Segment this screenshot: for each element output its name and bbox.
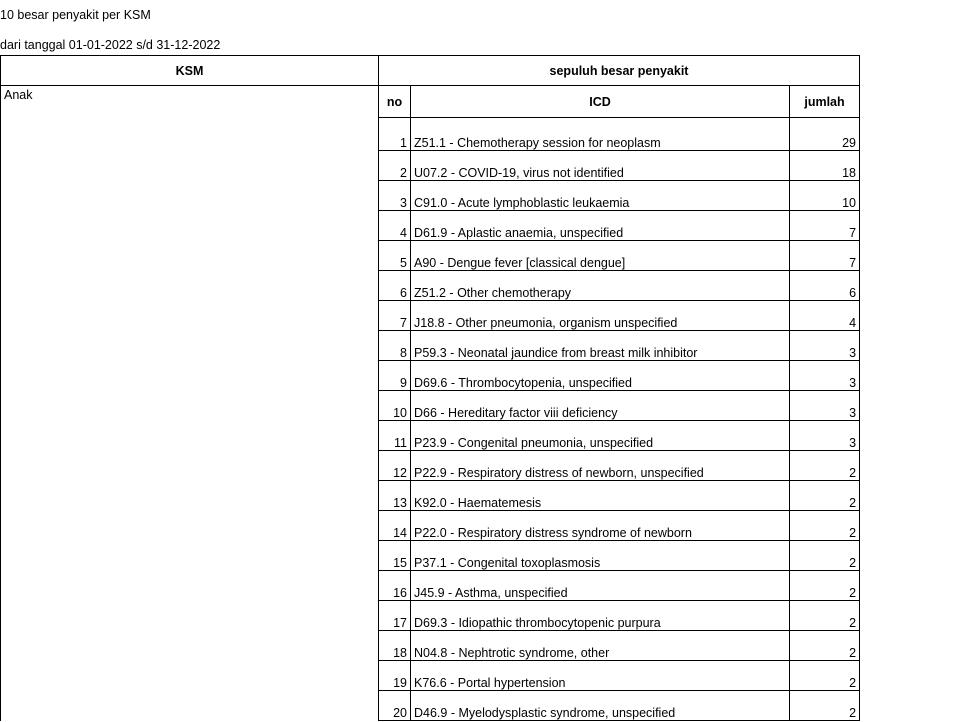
disease-group-header: sepuluh besar penyakit (379, 56, 860, 86)
icd-diagnosis: N04.8 - Nephtrotic syndrome, other (411, 631, 790, 661)
row-number: 5 (379, 241, 411, 271)
col-no-header: no (379, 86, 411, 118)
icd-diagnosis: P22.0 - Respiratory distress syndrome of newborn (411, 511, 790, 541)
row-number: 4 (379, 211, 411, 241)
case-count: 2 (790, 601, 860, 631)
icd-diagnosis: J18.8 - Other pneumonia, organism unspecified (411, 301, 790, 331)
icd-diagnosis: D69.6 - Thrombocytopenia, unspecified (411, 361, 790, 391)
case-count: 2 (790, 691, 860, 721)
icd-diagnosis: K76.6 - Portal hypertension (411, 661, 790, 691)
case-count: 7 (790, 211, 860, 241)
row-number: 16 (379, 571, 411, 601)
row-number: 10 (379, 391, 411, 421)
icd-diagnosis: P22.9 - Respiratory distress of newborn, unspecified (411, 451, 790, 481)
col-icd-header: ICD (411, 86, 790, 118)
row-number: 7 (379, 301, 411, 331)
row-number: 2 (379, 151, 411, 181)
row-number: 9 (379, 361, 411, 391)
case-count: 2 (790, 571, 860, 601)
row-number: 20 (379, 691, 411, 721)
row-number: 1 (379, 118, 411, 151)
row-number: 17 (379, 601, 411, 631)
icd-diagnosis: A90 - Dengue fever [classical dengue] (411, 241, 790, 271)
case-count: 2 (790, 631, 860, 661)
case-count: 6 (790, 271, 860, 301)
icd-diagnosis: D61.9 - Aplastic anaemia, unspecified (411, 211, 790, 241)
row-number: 18 (379, 631, 411, 661)
row-number: 6 (379, 271, 411, 301)
case-count: 4 (790, 301, 860, 331)
case-count: 2 (790, 451, 860, 481)
icd-diagnosis: K92.0 - Haematemesis (411, 481, 790, 511)
case-count: 2 (790, 661, 860, 691)
row-number: 3 (379, 181, 411, 211)
row-number: 12 (379, 451, 411, 481)
row-number: 11 (379, 421, 411, 451)
case-count: 29 (790, 118, 860, 151)
icd-diagnosis: D69.3 - Idiopathic thrombocytopenic purpura (411, 601, 790, 631)
icd-diagnosis: D46.9 - Myelodysplastic syndrome, unspecified (411, 691, 790, 721)
icd-diagnosis: P23.9 - Congenital pneumonia, unspecified (411, 421, 790, 451)
row-number: 19 (379, 661, 411, 691)
icd-diagnosis: C91.0 - Acute lymphoblastic leukaemia (411, 181, 790, 211)
case-count: 3 (790, 331, 860, 361)
col-jumlah-header: jumlah (790, 86, 860, 118)
icd-diagnosis: J45.9 - Asthma, unspecified (411, 571, 790, 601)
case-count: 2 (790, 481, 860, 511)
case-count: 2 (790, 511, 860, 541)
row-number: 15 (379, 541, 411, 571)
case-count: 3 (790, 361, 860, 391)
icd-diagnosis: Z51.1 - Chemotherapy session for neoplasm (411, 118, 790, 151)
case-count: 18 (790, 151, 860, 181)
icd-diagnosis: Z51.2 - Other chemotherapy (411, 271, 790, 301)
icd-diagnosis: P59.3 - Neonatal jaundice from breast milk inhibitor (411, 331, 790, 361)
row-number: 13 (379, 481, 411, 511)
case-count: 3 (790, 391, 860, 421)
case-count: 10 (790, 181, 860, 211)
case-count: 7 (790, 241, 860, 271)
disease-ranking-table (0, 55, 860, 721)
icd-diagnosis: P37.1 - Congenital toxoplasmosis (411, 541, 790, 571)
case-count: 2 (790, 541, 860, 571)
icd-diagnosis: U07.2 - COVID-19, virus not identified (411, 151, 790, 181)
report-title: 10 besar penyakit per KSM (0, 8, 151, 22)
icd-diagnosis: D66 - Hereditary factor viii deficiency (411, 391, 790, 421)
table-header-row (1, 56, 860, 86)
report-date-range: dari tanggal 01-01-2022 s/d 31-12-2022 (0, 38, 221, 52)
row-number: 14 (379, 511, 411, 541)
row-number: 8 (379, 331, 411, 361)
ksm-header: KSM (1, 56, 379, 86)
column-header-row (1, 86, 860, 118)
case-count: 3 (790, 421, 860, 451)
ksm-name-cell: Anak (1, 86, 379, 721)
